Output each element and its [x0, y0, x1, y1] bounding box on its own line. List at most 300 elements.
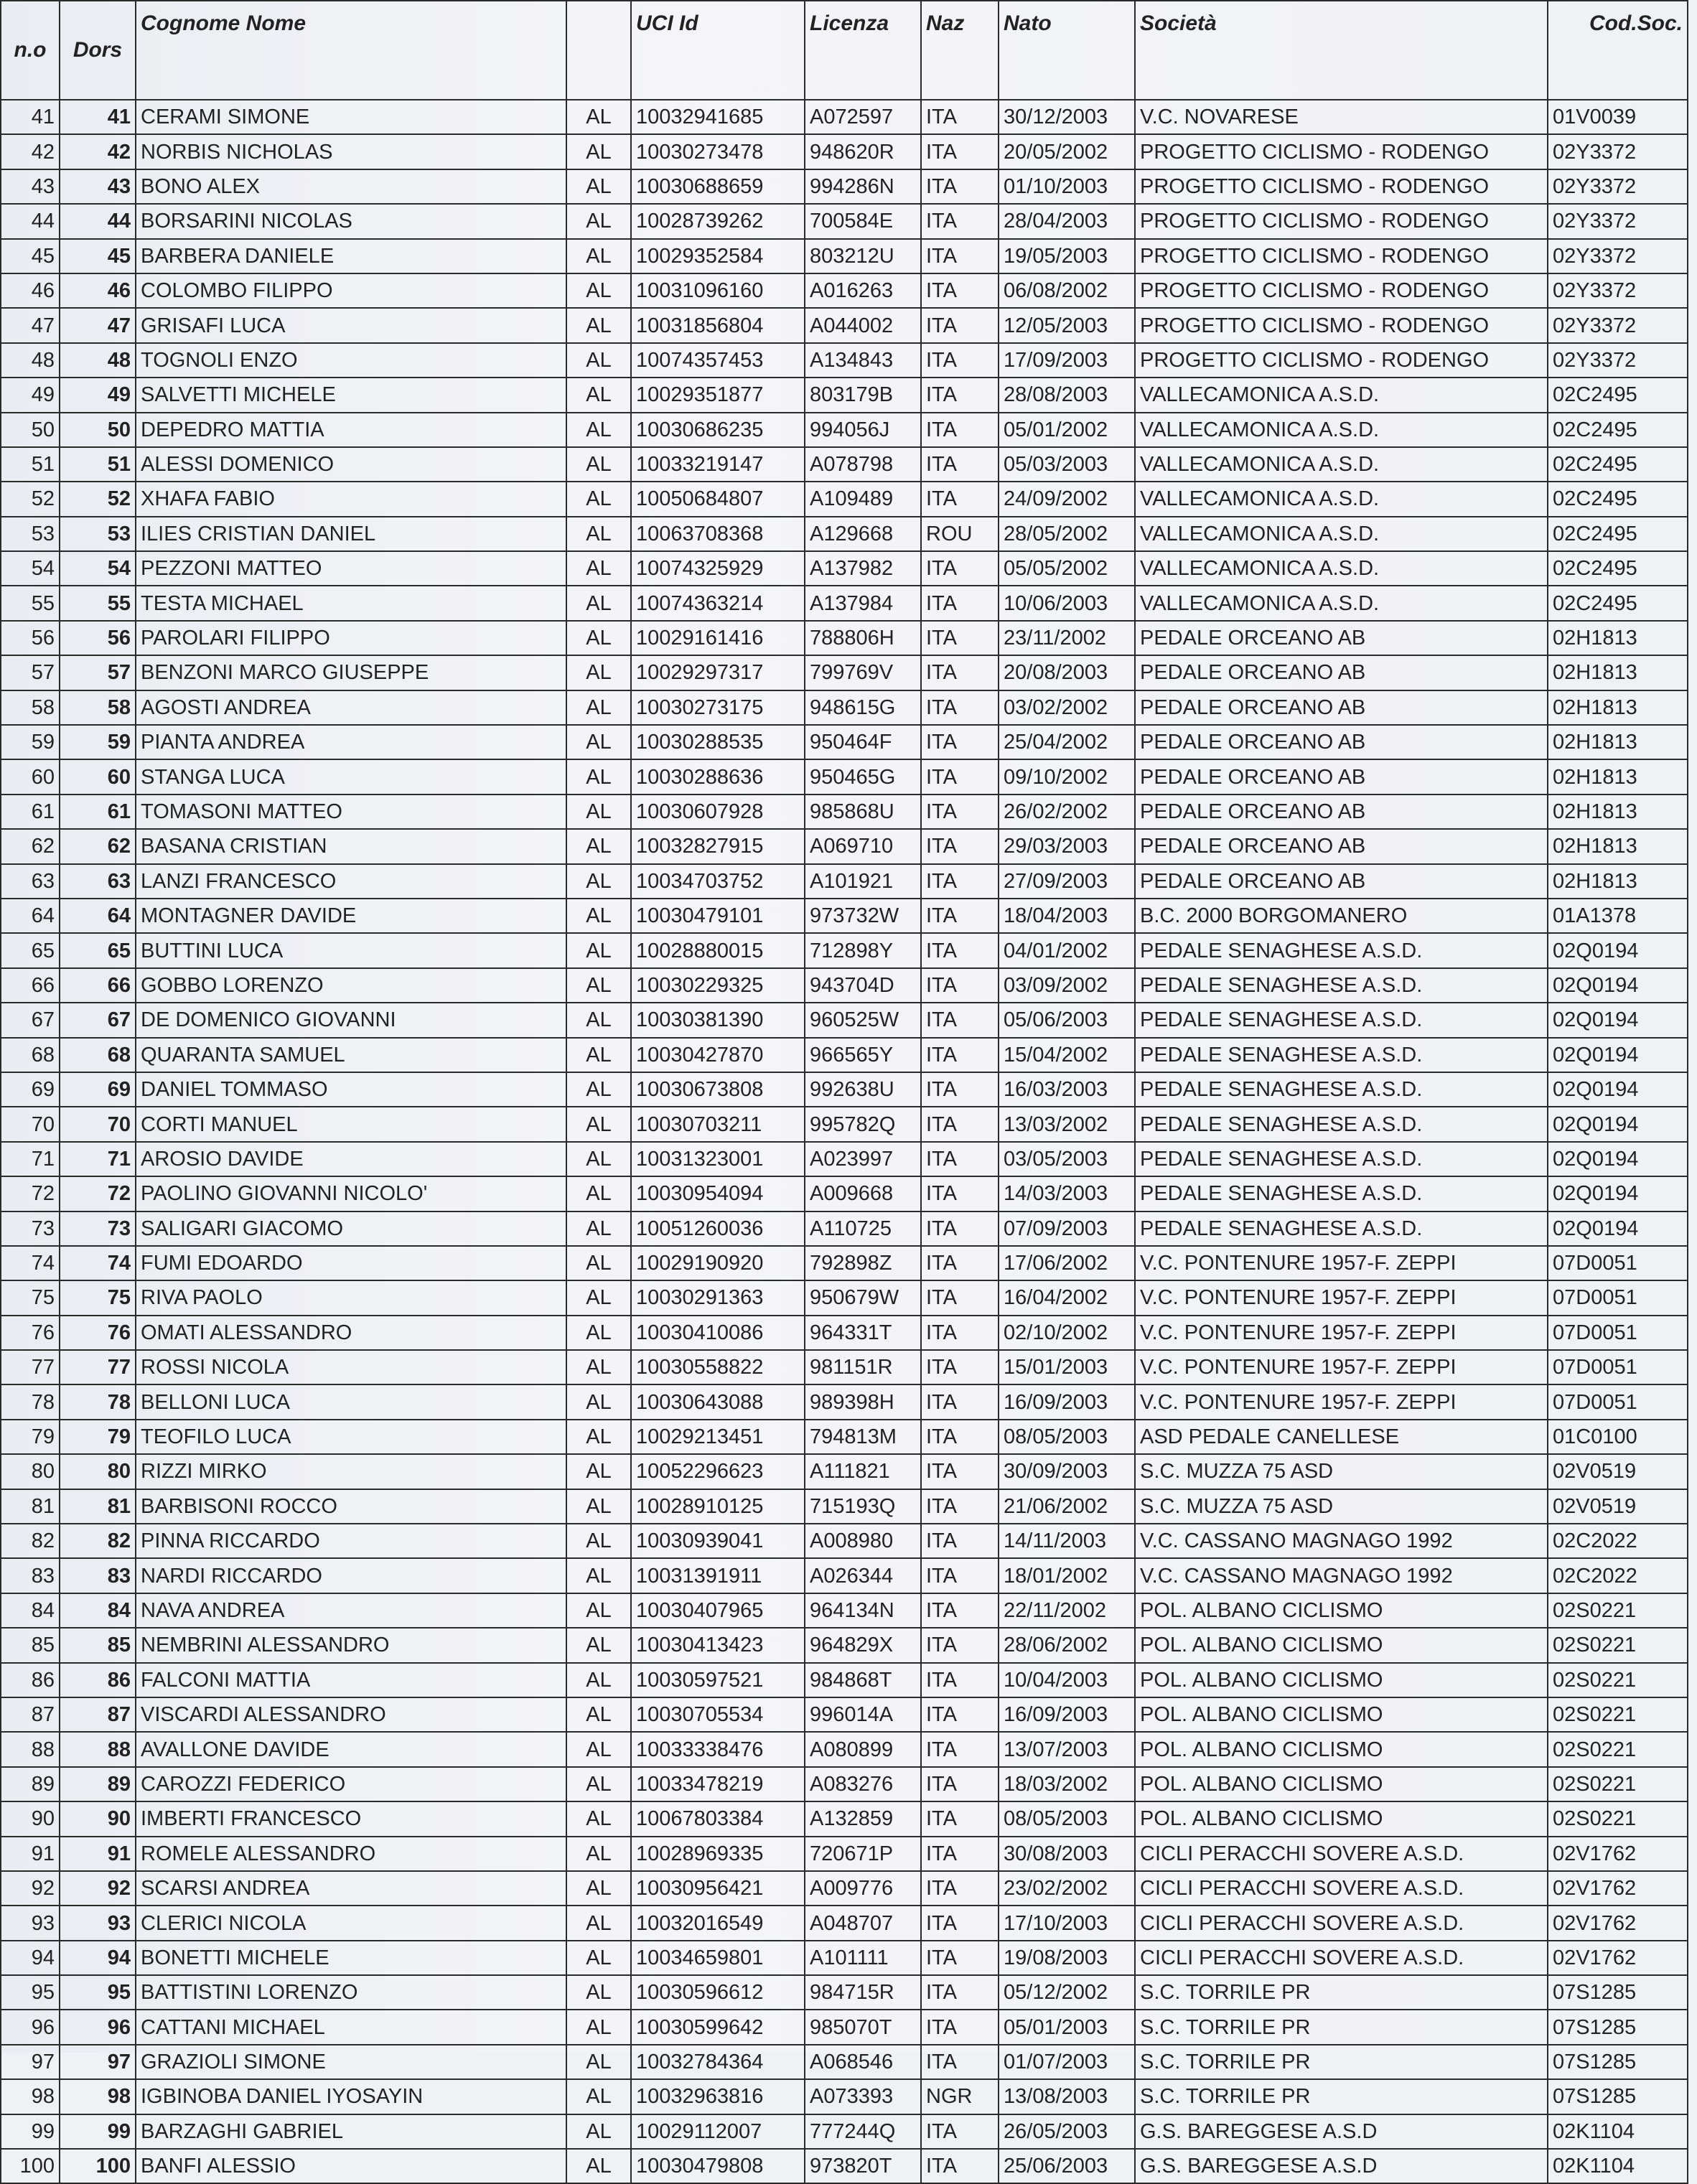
cell-cod-soc: 02S0221 — [1548, 1767, 1688, 1801]
cell-no: 87 — [1, 1697, 60, 1732]
cell-cat: AL — [566, 447, 631, 482]
cell-uci-id: 10034659801 — [631, 1941, 805, 1975]
table-row — [1, 100, 1688, 134]
cell-dors: 47 — [60, 308, 136, 342]
cell-name: ALESSI DOMENICO — [136, 447, 566, 482]
cell-nato: 18/04/2003 — [999, 899, 1135, 933]
cell-societa: PEDALE ORCEANO AB — [1135, 690, 1548, 725]
cell-naz: ITA — [921, 239, 999, 273]
cell-nato: 05/12/2002 — [999, 1975, 1135, 2010]
cell-cod-soc: 02C2022 — [1548, 1558, 1688, 1593]
cell-cat: AL — [566, 829, 631, 863]
cell-uci-id: 10031856804 — [631, 308, 805, 342]
cell-dors: 95 — [60, 1975, 136, 2010]
cell-naz: ITA — [921, 1524, 999, 1558]
cell-cod-soc: 01A1378 — [1548, 899, 1688, 933]
cell-dors: 96 — [60, 2010, 136, 2044]
cell-nato: 04/01/2002 — [999, 933, 1135, 967]
cell-uci-id: 10029213451 — [631, 1420, 805, 1454]
cell-cat: AL — [566, 759, 631, 794]
cell-cod-soc: 02K1104 — [1548, 2149, 1688, 2183]
cell-cat: AL — [566, 100, 631, 134]
cell-cod-soc: 01V0039 — [1548, 100, 1688, 134]
cell-cod-soc: 02Y3372 — [1548, 169, 1688, 204]
cell-uci-id: 10033219147 — [631, 447, 805, 482]
cell-cat: AL — [566, 1871, 631, 1906]
table-row — [1, 1975, 1688, 2010]
cell-uci-id: 10030291363 — [631, 1280, 805, 1315]
header-naz: Naz — [921, 1, 999, 100]
cell-societa: PEDALE SENAGHESE A.S.D. — [1135, 1072, 1548, 1107]
cell-cod-soc: 02H1813 — [1548, 655, 1688, 690]
cell-no: 58 — [1, 690, 60, 725]
table-row — [1, 1593, 1688, 1628]
table-row — [1, 725, 1688, 759]
cell-dors: 86 — [60, 1663, 136, 1697]
cell-naz: ITA — [921, 2114, 999, 2149]
cell-nato: 05/03/2003 — [999, 447, 1135, 482]
cell-uci-id: 10032827915 — [631, 829, 805, 863]
header-no: n.o — [1, 1, 60, 100]
cell-cat: AL — [566, 1801, 631, 1836]
table-row — [1, 1038, 1688, 1072]
cell-cat: AL — [566, 2149, 631, 2183]
cell-cat: AL — [566, 621, 631, 655]
table-row — [1, 621, 1688, 655]
cell-cod-soc: 07S1285 — [1548, 2045, 1688, 2079]
cell-societa: PEDALE ORCEANO AB — [1135, 829, 1548, 863]
cell-dors: 73 — [60, 1211, 136, 1246]
cell-no: 69 — [1, 1072, 60, 1107]
cell-name: PINNA RICCARDO — [136, 1524, 566, 1558]
table-row — [1, 1628, 1688, 1662]
cell-uci-id: 10030599642 — [631, 2010, 805, 2044]
table-row — [1, 2114, 1688, 2149]
cell-name: SALVETTI MICHELE — [136, 378, 566, 412]
cell-licenza: A026344 — [805, 1558, 921, 1593]
cell-naz: ITA — [921, 621, 999, 655]
table-row — [1, 1767, 1688, 1801]
cell-dors: 83 — [60, 1558, 136, 1593]
table-row — [1, 1246, 1688, 1280]
cell-dors: 60 — [60, 759, 136, 794]
cell-no: 75 — [1, 1280, 60, 1315]
cell-nato: 18/03/2002 — [999, 1767, 1135, 1801]
header-uci-id: UCI Id — [631, 1, 805, 100]
table-row — [1, 968, 1688, 1003]
cell-cat: AL — [566, 413, 631, 447]
table-row — [1, 759, 1688, 794]
cell-no: 65 — [1, 933, 60, 967]
cell-no: 76 — [1, 1316, 60, 1350]
cell-naz: ITA — [921, 343, 999, 378]
cell-dors: 64 — [60, 899, 136, 933]
cell-naz: ITA — [921, 1246, 999, 1280]
cell-societa: PROGETTO CICLISMO - RODENGO — [1135, 273, 1548, 308]
cell-licenza: 995782Q — [805, 1107, 921, 1141]
table-row — [1, 1524, 1688, 1558]
cell-uci-id: 10029161416 — [631, 621, 805, 655]
cell-name: TOMASONI MATTEO — [136, 795, 566, 829]
cell-name: IMBERTI FRANCESCO — [136, 1801, 566, 1836]
cell-societa: B.C. 2000 BORGOMANERO — [1135, 899, 1548, 933]
cell-name: DE DOMENICO GIOVANNI — [136, 1003, 566, 1037]
cell-naz: ITA — [921, 1316, 999, 1350]
cell-nato: 10/06/2003 — [999, 586, 1135, 620]
cell-cat: AL — [566, 517, 631, 551]
cell-no: 59 — [1, 725, 60, 759]
cell-name: BANFI ALESSIO — [136, 2149, 566, 2183]
cell-cat: AL — [566, 690, 631, 725]
cell-naz: ITA — [921, 725, 999, 759]
cell-cod-soc: 02Y3372 — [1548, 134, 1688, 169]
cell-no: 55 — [1, 586, 60, 620]
cell-uci-id: 10031096160 — [631, 273, 805, 308]
cell-no: 60 — [1, 759, 60, 794]
cell-dors: 57 — [60, 655, 136, 690]
cell-licenza: A009668 — [805, 1176, 921, 1211]
table-row — [1, 378, 1688, 412]
header-dors: Dors — [60, 1, 136, 100]
cell-cat: AL — [566, 655, 631, 690]
cell-licenza: A132859 — [805, 1801, 921, 1836]
cell-no: 82 — [1, 1524, 60, 1558]
cell-uci-id: 10028880015 — [631, 933, 805, 967]
cell-nato: 29/03/2003 — [999, 829, 1135, 863]
cell-nato: 10/04/2003 — [999, 1663, 1135, 1697]
cell-uci-id: 10030410086 — [631, 1316, 805, 1350]
table-row — [1, 169, 1688, 204]
cell-licenza: 985070T — [805, 2010, 921, 2044]
table-row — [1, 2010, 1688, 2044]
cell-dors: 44 — [60, 204, 136, 238]
cell-nato: 23/02/2002 — [999, 1871, 1135, 1906]
cell-societa: POL. ALBANO CICLISMO — [1135, 1697, 1548, 1732]
cell-uci-id: 10033338476 — [631, 1732, 805, 1766]
cell-name: CLERICI NICOLA — [136, 1906, 566, 1940]
cell-licenza: 794813M — [805, 1420, 921, 1454]
cell-cat: AL — [566, 343, 631, 378]
cell-nato: 20/05/2002 — [999, 134, 1135, 169]
cell-nato: 12/05/2003 — [999, 308, 1135, 342]
header-cod-soc: Cod.Soc. — [1548, 1, 1688, 100]
cell-licenza: 964331T — [805, 1316, 921, 1350]
cell-cod-soc: 02S0221 — [1548, 1697, 1688, 1732]
cell-cat: AL — [566, 968, 631, 1003]
cell-dors: 84 — [60, 1593, 136, 1628]
cell-naz: ITA — [921, 1176, 999, 1211]
cell-naz: ITA — [921, 1941, 999, 1975]
cell-cod-soc: 02H1813 — [1548, 829, 1688, 863]
cell-cod-soc: 02C2495 — [1548, 482, 1688, 516]
cell-name: COLOMBO FILIPPO — [136, 273, 566, 308]
cell-name: AVALLONE DAVIDE — [136, 1732, 566, 1766]
cell-name: NAVA ANDREA — [136, 1593, 566, 1628]
cell-cod-soc: 02H1813 — [1548, 621, 1688, 655]
cell-nato: 28/05/2002 — [999, 517, 1135, 551]
cell-no: 86 — [1, 1663, 60, 1697]
cell-societa: PROGETTO CICLISMO - RODENGO — [1135, 204, 1548, 238]
cell-name: GRAZIOLI SIMONE — [136, 2045, 566, 2079]
cell-societa: VALLECAMONICA A.S.D. — [1135, 517, 1548, 551]
cell-societa: PROGETTO CICLISMO - RODENGO — [1135, 169, 1548, 204]
cell-societa: CICLI PERACCHI SOVERE A.S.D. — [1135, 1941, 1548, 1975]
cell-cat: AL — [566, 169, 631, 204]
cell-nato: 08/05/2003 — [999, 1420, 1135, 1454]
cell-cat: AL — [566, 378, 631, 412]
table-row — [1, 1837, 1688, 1871]
cell-name: LANZI FRANCESCO — [136, 864, 566, 899]
cell-nato: 25/06/2003 — [999, 2149, 1135, 2183]
cell-societa: CICLI PERACCHI SOVERE A.S.D. — [1135, 1871, 1548, 1906]
cell-cod-soc: 02H1813 — [1548, 864, 1688, 899]
cell-uci-id: 10032016549 — [631, 1906, 805, 1940]
cell-uci-id: 10051260036 — [631, 1211, 805, 1246]
cell-nato: 30/12/2003 — [999, 100, 1135, 134]
cell-naz: ITA — [921, 1454, 999, 1489]
cell-dors: 45 — [60, 239, 136, 273]
cell-naz: ITA — [921, 899, 999, 933]
cell-name: BASANA CRISTIAN — [136, 829, 566, 863]
cell-dors: 56 — [60, 621, 136, 655]
cell-cat: AL — [566, 1837, 631, 1871]
cell-cod-soc: 02Y3372 — [1548, 308, 1688, 342]
cell-dors: 79 — [60, 1420, 136, 1454]
table-row — [1, 1280, 1688, 1315]
cell-licenza: 948615G — [805, 690, 921, 725]
cell-no: 95 — [1, 1975, 60, 2010]
cell-societa: VALLECAMONICA A.S.D. — [1135, 413, 1548, 447]
table-row — [1, 1316, 1688, 1350]
table-row — [1, 933, 1688, 967]
cell-cod-soc: 02Q0194 — [1548, 968, 1688, 1003]
cell-societa: VALLECAMONICA A.S.D. — [1135, 447, 1548, 482]
cell-name: QUARANTA SAMUEL — [136, 1038, 566, 1072]
cell-dors: 92 — [60, 1871, 136, 1906]
cell-name: TESTA MICHAEL — [136, 586, 566, 620]
cell-licenza: A048707 — [805, 1906, 921, 1940]
cell-no: 44 — [1, 204, 60, 238]
cell-licenza: 700584E — [805, 204, 921, 238]
cell-cod-soc: 02V0519 — [1548, 1454, 1688, 1489]
cell-societa: V.C. PONTENURE 1957-F. ZEPPI — [1135, 1350, 1548, 1384]
cell-cod-soc: 02H1813 — [1548, 759, 1688, 794]
cell-uci-id: 10029112007 — [631, 2114, 805, 2149]
cell-naz: ITA — [921, 1142, 999, 1176]
cell-naz: ITA — [921, 1072, 999, 1107]
cell-cod-soc: 07D0051 — [1548, 1350, 1688, 1384]
cell-no: 83 — [1, 1558, 60, 1593]
cell-dors: 67 — [60, 1003, 136, 1037]
cell-naz: ITA — [921, 413, 999, 447]
cell-naz: ITA — [921, 1906, 999, 1940]
cell-societa: PEDALE SENAGHESE A.S.D. — [1135, 1038, 1548, 1072]
cell-societa: V.C. PONTENURE 1957-F. ZEPPI — [1135, 1316, 1548, 1350]
cell-licenza: 803179B — [805, 378, 921, 412]
cell-licenza: 715193Q — [805, 1489, 921, 1524]
cell-dors: 75 — [60, 1280, 136, 1315]
cell-naz: ITA — [921, 655, 999, 690]
cell-no: 84 — [1, 1593, 60, 1628]
cell-cat: AL — [566, 1246, 631, 1280]
cell-no: 52 — [1, 482, 60, 516]
table-row — [1, 447, 1688, 482]
cell-dors: 76 — [60, 1316, 136, 1350]
cell-uci-id: 10050684807 — [631, 482, 805, 516]
table-row — [1, 690, 1688, 725]
cell-licenza: 788806H — [805, 621, 921, 655]
cell-nato: 20/08/2003 — [999, 655, 1135, 690]
cell-licenza: A101111 — [805, 1941, 921, 1975]
cell-name: ROMELE ALESSANDRO — [136, 1837, 566, 1871]
cell-societa: PEDALE ORCEANO AB — [1135, 725, 1548, 759]
table-row — [1, 1384, 1688, 1419]
cell-cat: AL — [566, 239, 631, 273]
cell-dors: 98 — [60, 2079, 136, 2114]
cell-cod-soc: 02S0221 — [1548, 1801, 1688, 1836]
cell-cat: AL — [566, 1454, 631, 1489]
cell-uci-id: 10030229325 — [631, 968, 805, 1003]
table-row — [1, 795, 1688, 829]
cell-cat: AL — [566, 1142, 631, 1176]
cell-name: TEOFILO LUCA — [136, 1420, 566, 1454]
cell-uci-id: 10030703211 — [631, 1107, 805, 1141]
table-row — [1, 1871, 1688, 1906]
cell-dors: 91 — [60, 1837, 136, 1871]
cell-cod-soc: 02V1762 — [1548, 1941, 1688, 1975]
cell-name: AROSIO DAVIDE — [136, 1142, 566, 1176]
cell-no: 70 — [1, 1107, 60, 1141]
cell-naz: ITA — [921, 1975, 999, 2010]
table-row — [1, 1420, 1688, 1454]
cell-naz: ITA — [921, 100, 999, 134]
cell-naz: ITA — [921, 1732, 999, 1766]
cell-name: CAROZZI FEDERICO — [136, 1767, 566, 1801]
cell-licenza: A078798 — [805, 447, 921, 482]
cell-cod-soc: 02Q0194 — [1548, 1176, 1688, 1211]
cell-nato: 14/03/2003 — [999, 1176, 1135, 1211]
cell-naz: ITA — [921, 447, 999, 482]
cell-no: 99 — [1, 2114, 60, 2149]
cell-uci-id: 10030956421 — [631, 1871, 805, 1906]
cell-naz: ITA — [921, 134, 999, 169]
cell-cod-soc: 02H1813 — [1548, 725, 1688, 759]
cell-societa: PEDALE SENAGHESE A.S.D. — [1135, 1107, 1548, 1141]
table-row — [1, 1906, 1688, 1940]
cell-nato: 21/06/2002 — [999, 1489, 1135, 1524]
cell-dors: 89 — [60, 1767, 136, 1801]
cell-societa: V.C. NOVARESE — [1135, 100, 1548, 134]
cell-dors: 46 — [60, 273, 136, 308]
cell-nato: 14/11/2003 — [999, 1524, 1135, 1558]
cell-cod-soc: 07D0051 — [1548, 1280, 1688, 1315]
cell-licenza: 973820T — [805, 2149, 921, 2183]
cell-societa: PEDALE SENAGHESE A.S.D. — [1135, 1211, 1548, 1246]
cell-no: 89 — [1, 1767, 60, 1801]
cell-dors: 61 — [60, 795, 136, 829]
cell-naz: ITA — [921, 1801, 999, 1836]
table-row — [1, 1003, 1688, 1037]
cell-naz: ITA — [921, 378, 999, 412]
cell-cat: AL — [566, 586, 631, 620]
table-row — [1, 308, 1688, 342]
cell-name: CORTI MANUEL — [136, 1107, 566, 1141]
cell-no: 66 — [1, 968, 60, 1003]
cell-naz: ITA — [921, 1767, 999, 1801]
cell-no: 50 — [1, 413, 60, 447]
cell-naz: ITA — [921, 2045, 999, 2079]
table-row — [1, 273, 1688, 308]
cell-naz: ITA — [921, 551, 999, 586]
cell-cod-soc: 02Q0194 — [1548, 1107, 1688, 1141]
cell-societa: V.C. CASSANO MAGNAGO 1992 — [1135, 1558, 1548, 1593]
cell-name: ROSSI NICOLA — [136, 1350, 566, 1384]
cell-licenza: A137982 — [805, 551, 921, 586]
cell-no: 43 — [1, 169, 60, 204]
cell-nato: 05/01/2002 — [999, 413, 1135, 447]
cell-uci-id: 10030597521 — [631, 1663, 805, 1697]
cell-nato: 22/11/2002 — [999, 1593, 1135, 1628]
table-row — [1, 343, 1688, 378]
cell-societa: POL. ALBANO CICLISMO — [1135, 1628, 1548, 1662]
table-row — [1, 2045, 1688, 2079]
cell-societa: PEDALE ORCEANO AB — [1135, 864, 1548, 899]
cell-cod-soc: 02Y3372 — [1548, 343, 1688, 378]
cell-licenza: A134843 — [805, 343, 921, 378]
cell-uci-id: 10030288535 — [631, 725, 805, 759]
cell-licenza: 777244Q — [805, 2114, 921, 2149]
cell-no: 47 — [1, 308, 60, 342]
cell-cod-soc: 02Q0194 — [1548, 1003, 1688, 1037]
cell-uci-id: 10030273175 — [631, 690, 805, 725]
table-row — [1, 413, 1688, 447]
cell-name: RIVA PAOLO — [136, 1280, 566, 1315]
cell-cat: AL — [566, 864, 631, 899]
cell-no: 57 — [1, 655, 60, 690]
cell-name: GOBBO LORENZO — [136, 968, 566, 1003]
cell-licenza: A129668 — [805, 517, 921, 551]
table-row — [1, 2149, 1688, 2183]
cell-societa: POL. ALBANO CICLISMO — [1135, 1767, 1548, 1801]
cell-name: SCARSI ANDREA — [136, 1871, 566, 1906]
header-name: Cognome Nome — [136, 1, 566, 100]
cell-uci-id: 10063708368 — [631, 517, 805, 551]
cell-licenza: A069710 — [805, 829, 921, 863]
cell-cod-soc: 07D0051 — [1548, 1316, 1688, 1350]
cell-nato: 05/05/2002 — [999, 551, 1135, 586]
cell-cat: AL — [566, 1420, 631, 1454]
cell-societa: PEDALE SENAGHESE A.S.D. — [1135, 933, 1548, 967]
cell-dors: 70 — [60, 1107, 136, 1141]
cell-naz: ITA — [921, 1558, 999, 1593]
cell-dors: 65 — [60, 933, 136, 967]
cell-dors: 69 — [60, 1072, 136, 1107]
cell-cod-soc: 02C2495 — [1548, 586, 1688, 620]
cell-licenza: A023997 — [805, 1142, 921, 1176]
cell-nato: 17/06/2002 — [999, 1246, 1135, 1280]
cell-uci-id: 10030273478 — [631, 134, 805, 169]
cell-dors: 74 — [60, 1246, 136, 1280]
cell-cat: AL — [566, 2010, 631, 2044]
cell-naz: ITA — [921, 829, 999, 863]
cell-dors: 94 — [60, 1941, 136, 1975]
cell-cat: AL — [566, 1072, 631, 1107]
cell-dors: 62 — [60, 829, 136, 863]
cell-naz: ITA — [921, 933, 999, 967]
cell-uci-id: 10033478219 — [631, 1767, 805, 1801]
cell-uci-id: 10029352584 — [631, 239, 805, 273]
cell-cat: AL — [566, 1941, 631, 1975]
